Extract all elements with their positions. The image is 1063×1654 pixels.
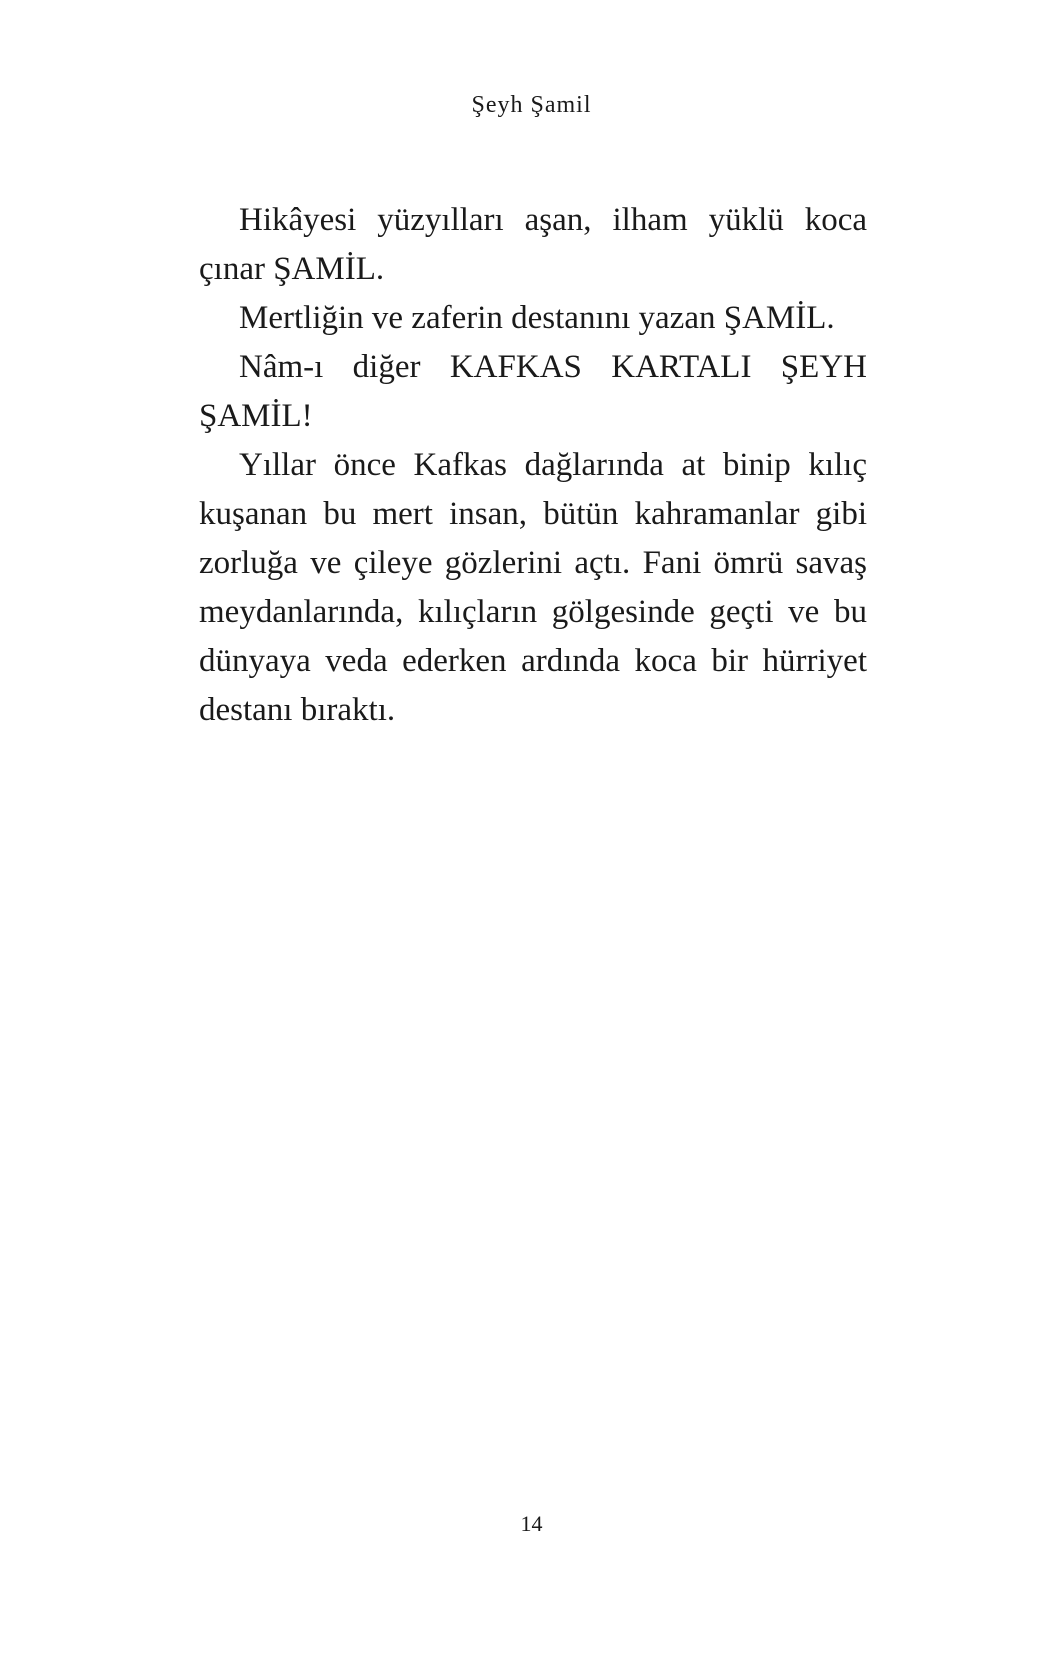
paragraph-1: Hikâyesi yüzyılları aşan, ilham yüklü koca çınar ŞAMİL. [199,202,867,287]
paragraph-3: Nâm-ı diğer KAFKAS KARTALI ŞEYH ŞAMİL! [199,349,867,434]
body-text [199,196,867,735]
page-number: 14 [520,1511,543,1536]
paragraph-4: Yıllar önce Kafkas dağlarında at binip kılıç kuşanan bu mert insan, bütün kahramanlar gibi zorluğa ve çileye gözlerini açtı. Fani ömrü savaş meydanlarında, kılıçların gölgesinde geçti ve bu dünyaya veda ederken ardında koca bir hürriyet destanı bıraktı. [199,447,867,728]
running-header: Şeyh Şamil [471,92,592,118]
paragraph-2: Mertliğin ve zaferin destanını yazan ŞAMİL. [239,300,835,336]
